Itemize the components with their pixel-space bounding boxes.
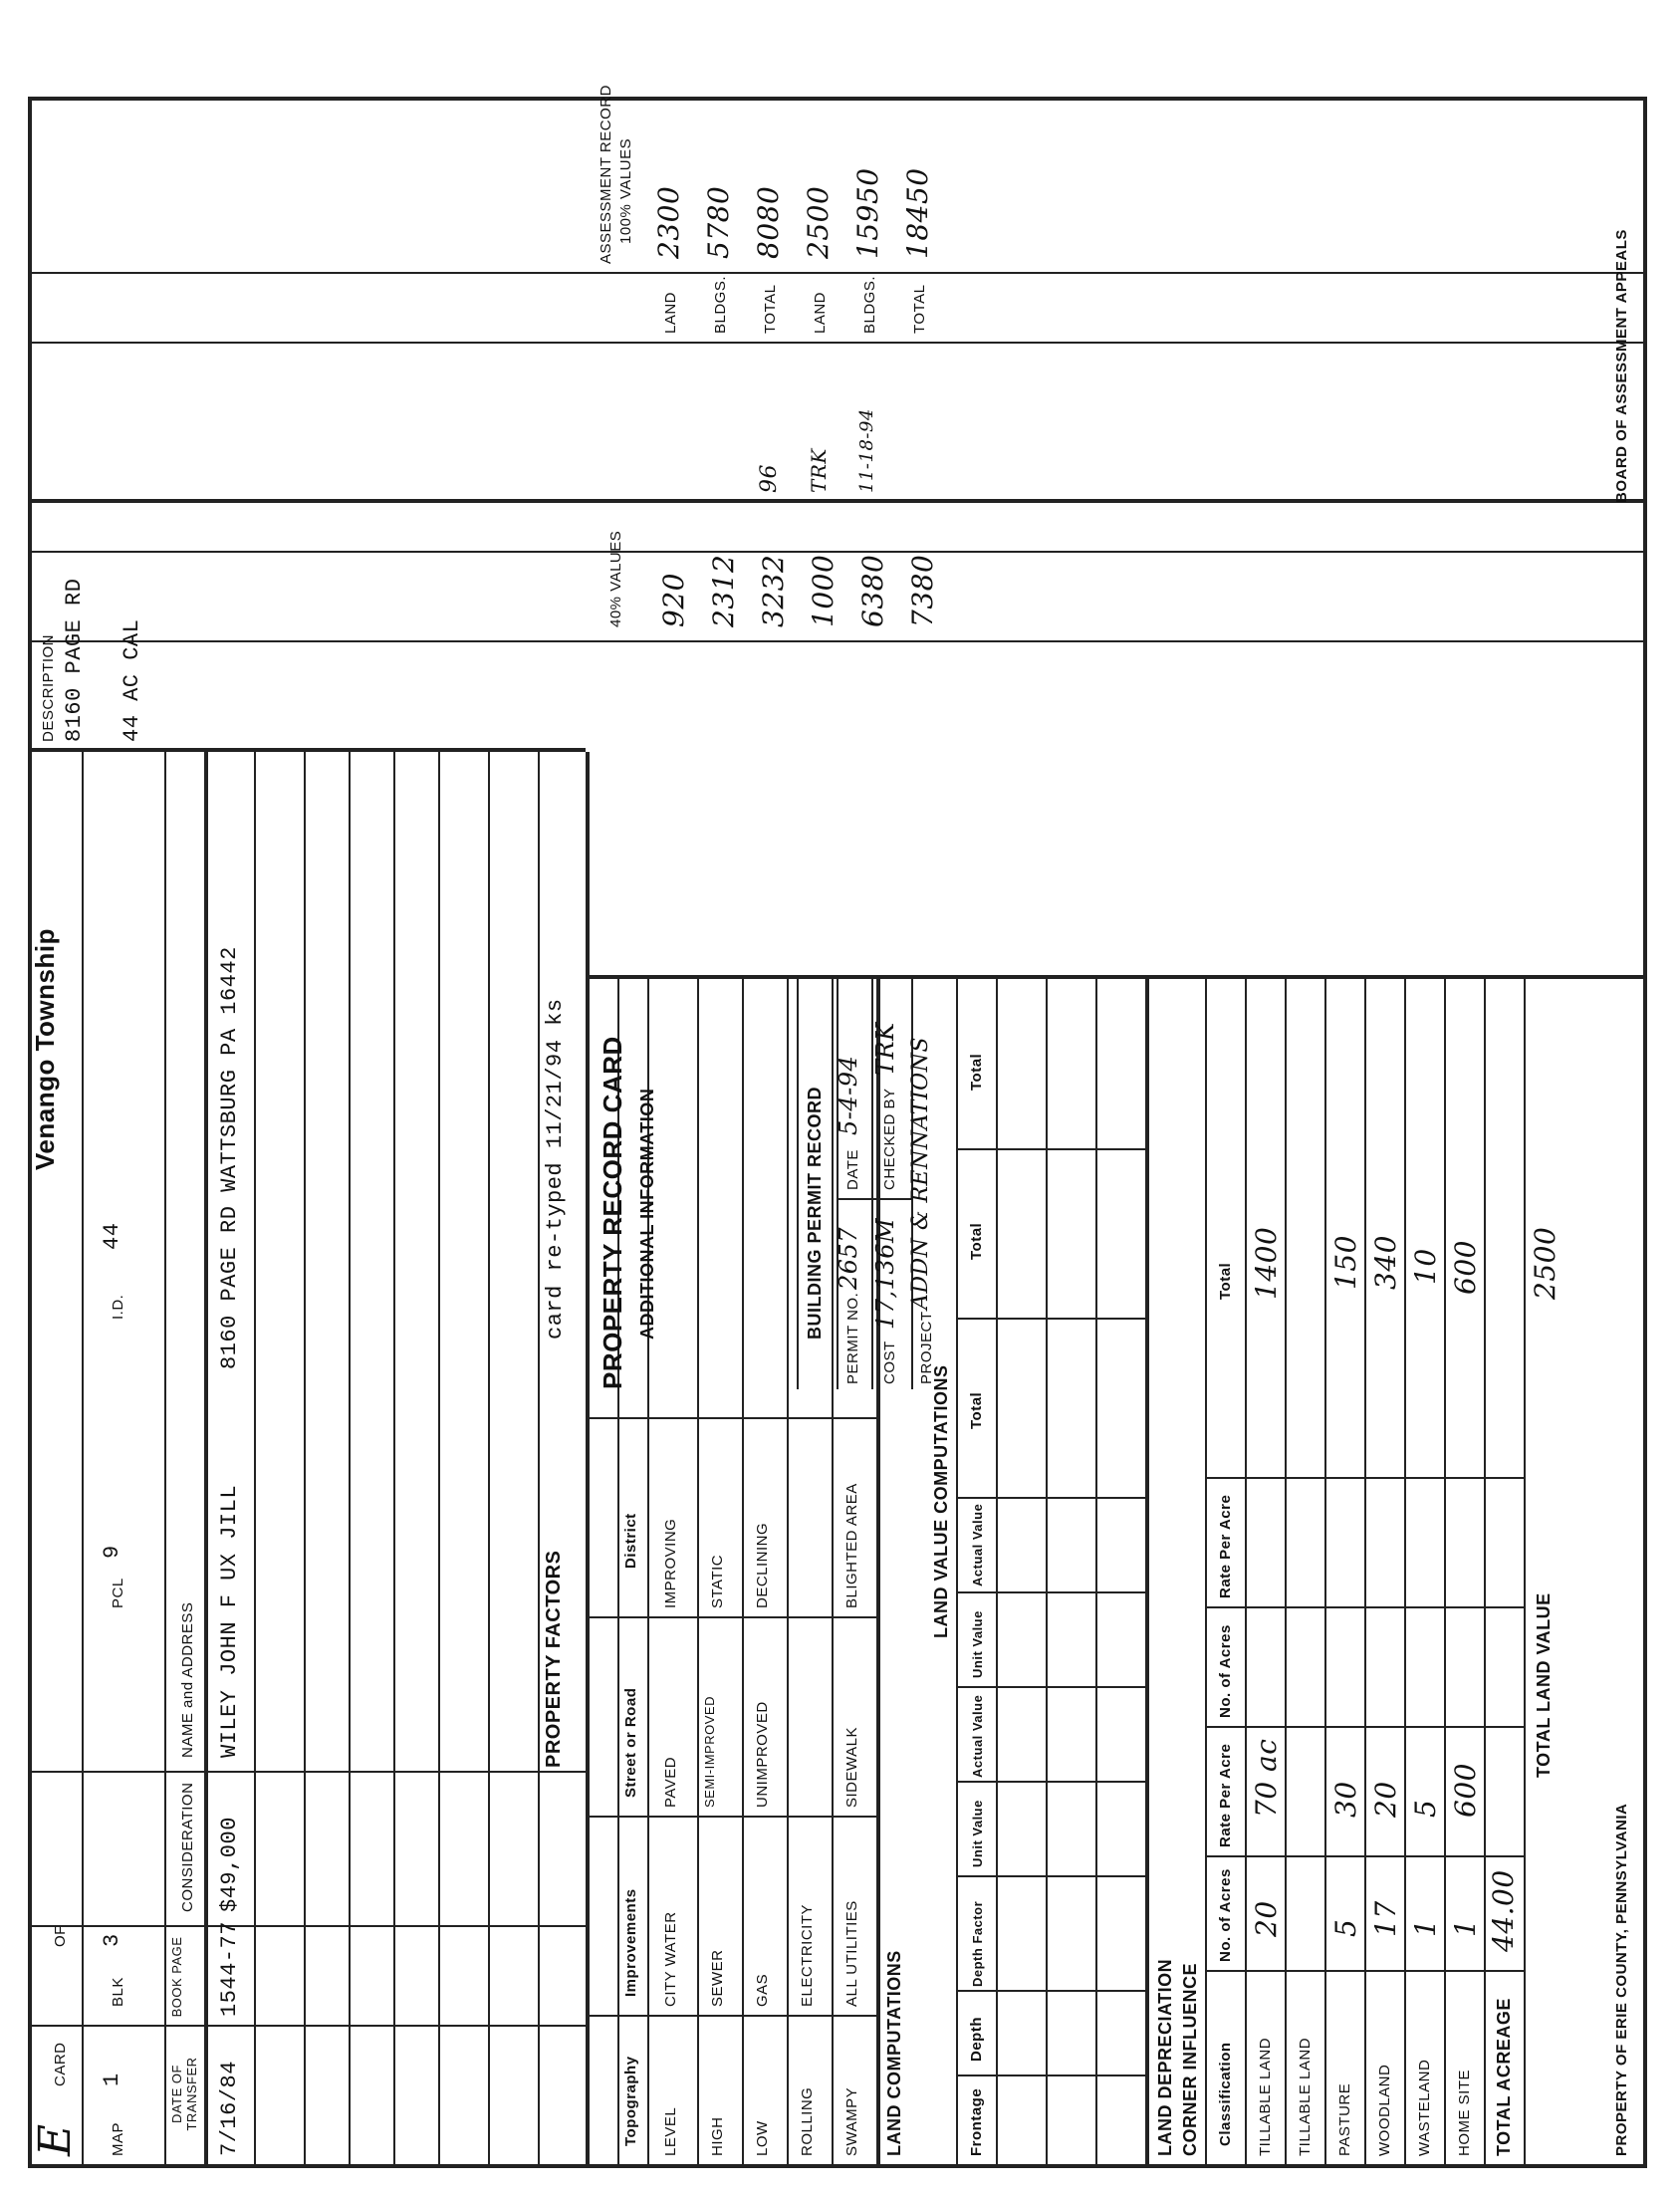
blk-value: 3 [100,1933,124,1947]
assess-row-total-2: TOTAL [911,284,928,334]
forty-val-2: 2312 [707,554,740,627]
assess-row-land-2: LAND [812,291,829,334]
col-acres-1: No. of Acres [1217,1868,1234,1962]
assess-val-6: 18450 [901,167,934,259]
rate-pasture: 30 [1329,1781,1362,1818]
assess-val-1: 2300 [652,185,685,259]
col-total: Total [1217,1262,1234,1300]
blk-label: BLK [110,1977,126,2007]
assessment-subtitle: 100% VALUES [617,137,634,244]
consideration-label: CONSIDERATION [179,1782,196,1912]
total-pasture: 150 [1329,1235,1362,1290]
topo-low: LOW [754,2120,771,2156]
assess-val-3: 8080 [752,185,785,259]
street-paved: PAVED [662,1756,679,1808]
total-acreage-value: 44.00 [1487,1869,1520,1952]
total-acreage-label: TOTAL ACREAGE [1494,1998,1514,2156]
imp-city-water: CITY WATER [662,1911,679,2007]
street-sidewalk: SIDEWALK [843,1727,860,1808]
district-header: District [622,1513,639,1569]
corner-influence-title: CORNER INFLUENCE [1180,1962,1200,2156]
book-page-label: BOOK PAGE [169,1936,184,2018]
assess-val-2: 5780 [702,185,735,259]
col-depth-factor: Depth Factor [970,1900,985,1987]
name-address-label: NAME and ADDRESS [179,1601,196,1758]
row-woodland: WOODLAND [1376,2064,1393,2156]
acres-tillable-1: 20 [1250,1900,1283,1937]
col-rate-2: Rate Per Acre [1217,1494,1234,1598]
imp-gas: GAS [754,1973,771,2007]
assess-row-total-1: TOTAL [762,284,779,334]
total-wasteland: 10 [1409,1248,1442,1285]
permit-date: 5-4-94 [835,1055,862,1135]
col-actual-value-2: Actual Value [970,1503,985,1586]
rate-tillable-1: 70 ac [1250,1738,1283,1818]
forty-val-5: 6380 [856,554,889,627]
permit-cost: 17,136M [871,1217,899,1330]
street-unimproved: UNIMPROVED [754,1701,771,1808]
land-value-computations-title: LAND VALUE COMPUTATIONS [931,1364,951,1638]
assess-val-5: 15950 [851,167,884,259]
description-line-1: 8160 PAGE RD [62,578,87,742]
transfer-consideration: $49,000 [217,1817,242,1912]
col-unit-value-2: Unit Value [970,1610,985,1678]
record-card-title: PROPERTY RECORD CARD [598,1036,627,1389]
township-name: Venango Township [30,928,60,1170]
street-header: Street or Road [622,1687,639,1798]
rate-wasteland: 5 [1409,1799,1442,1818]
imp-all-utilities: ALL UTILITIES [843,1900,860,2007]
col-total-2: Total [968,1222,985,1260]
card-letter: E [30,2123,81,2156]
rate-woodland: 20 [1369,1781,1402,1818]
col-total-1: Total [968,1391,985,1429]
pcl-value: 9 [100,1545,124,1559]
land-depreciation-title: LAND DEPRECIATION [1155,1958,1175,2156]
imp-electricity: ELECTRICITY [799,1903,816,2007]
assess-note-3: 11-18-94 [856,408,877,493]
total-land-value: 2500 [1529,1226,1561,1300]
row-wasteland: WASTELAND [1416,2059,1433,2156]
description-label: DESCRIPTION [40,633,57,742]
col-depth: Depth [968,2017,985,2062]
permit-no: 2657 [835,1226,862,1290]
col-unit-value-1: Unit Value [970,1800,985,1867]
description-line-2: 44 AC CAL [120,618,144,742]
topo-high: HIGH [709,2116,726,2156]
col-classification: Classification [1217,2042,1234,2146]
card-label: CARD [52,2042,69,2086]
street-semi-improved: SEMI-IMPROVED [702,1696,717,1808]
improvements-header: Improvements [622,1888,639,1997]
assess-note-1: 96 [757,464,782,493]
land-computations-title: LAND COMPUTATIONS [884,1950,904,2156]
footer-left: PROPERTY OF ERIE COUNTY, PENNSYLVANIA [1613,1803,1630,2156]
permit-title: BUILDING PERMIT RECORD [805,1087,825,1340]
col-acres-2: No. of Acres [1217,1624,1234,1718]
row-tillable-1: TILLABLE LAND [1257,2037,1274,2156]
pcl-label: PCL [110,1578,126,1608]
forty-val-4: 1000 [807,554,840,627]
transfer-book: 1544-77 [217,1921,242,2017]
col-rate-1: Rate Per Acre [1217,1743,1234,1847]
checked-by: TRK [871,1022,899,1076]
district-improving: IMPROVING [662,1518,679,1608]
additional-info-label: ADDITIONAL INFORMATION [637,1088,657,1340]
row-tillable-2: TILLABLE LAND [1297,2037,1314,2156]
acres-wasteland: 1 [1409,1918,1442,1937]
forty-val-1: 920 [657,573,690,627]
topo-level: LEVEL [662,2106,679,2156]
assess-row-bldgs-1: BLDGS. [712,275,729,334]
total-land-value-label: TOTAL LAND VALUE [1534,1592,1554,1778]
row-pasture: PASTURE [1336,2082,1353,2156]
topography-header: Topography [622,2056,639,2146]
district-static: STATIC [709,1554,726,1608]
total-home-site: 600 [1449,1240,1482,1295]
col-frontage: Frontage [968,2087,985,2156]
topo-swampy: SWAMPY [843,2086,860,2156]
district-declining: DECLINING [754,1522,771,1608]
assess-row-bldgs-2: BLDGS. [861,275,878,334]
project-value: ADDN & RENNATIONS [908,1036,933,1310]
forty-val-6: 7380 [906,554,939,627]
forty-val-3: 3232 [757,554,790,627]
property-factors-title: PROPERTY FACTORS [543,1550,565,1768]
owner-address: 8160 PAGE RD WATTSBURG PA 16442 [217,946,242,1369]
cost-label: COST [881,1341,898,1384]
total-woodland: 340 [1369,1235,1402,1290]
topo-rolling: ROLLING [799,2086,816,2156]
acres-home-site: 1 [1449,1918,1482,1937]
footer-right: BOARD OF ASSESSMENT APPEALS [1613,229,1630,503]
id-label: I.D. [110,1294,126,1320]
permit-no-label: PERMIT NO. [844,1292,861,1384]
transfer-date: 7/16/84 [217,2061,242,2156]
map-value: 1 [100,2073,124,2086]
project-label: PROJECT [918,1311,935,1384]
col-total-3: Total [968,1053,985,1091]
acres-pasture: 5 [1329,1918,1362,1937]
assessment-title: ASSESSMENT RECORD [598,85,614,264]
permit-date-label: DATE [844,1149,861,1190]
date-of-transfer-label: DATE OF TRANSFER [169,2057,199,2131]
forty-pct-label: 40% VALUES [607,530,624,627]
retyped-note: card re-typed 11/21/94 ks [543,998,568,1340]
total-tillable-1: 1400 [1250,1226,1283,1300]
owner-name: WILEY JOHN F UX JILL [217,1484,242,1758]
assess-val-4: 2500 [802,185,835,259]
assess-row-land-1: LAND [662,291,679,334]
acres-woodland: 17 [1369,1900,1402,1937]
assess-note-2: TRK [807,448,831,493]
rate-home-site: 600 [1449,1763,1482,1818]
of-label: OF [52,1925,69,1947]
imp-sewer: SEWER [709,1949,726,2007]
id-value: 44 [100,1222,124,1250]
map-label: MAP [110,2121,126,2156]
col-actual-value-1: Actual Value [970,1694,985,1778]
district-blighted: BLIGHTED AREA [843,1483,860,1608]
row-home-site: HOME SITE [1456,2069,1473,2156]
checked-by-label: CHECKED BY [881,1088,898,1190]
